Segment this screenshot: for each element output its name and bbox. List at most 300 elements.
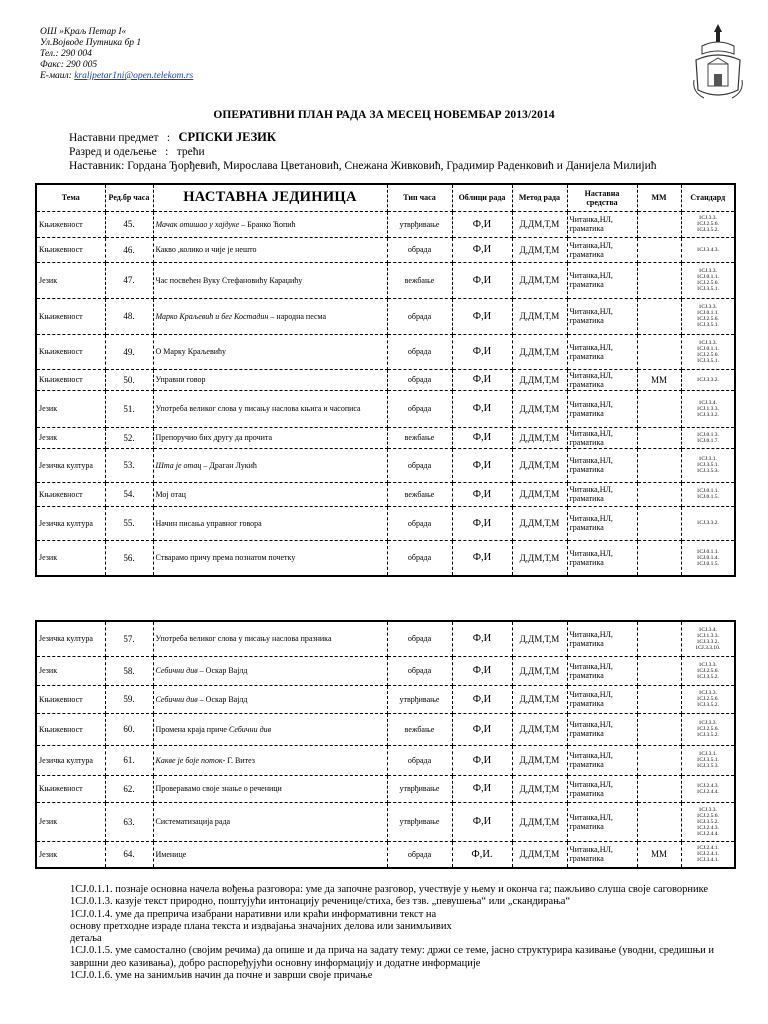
standard-code: 1СЈ.0.1.1. — [696, 548, 719, 555]
note-line: основу претходне израде плана текста и издвајања значајних делова или занимљивих — [70, 920, 452, 932]
cell-unit — [153, 713, 387, 745]
table-row — [36, 390, 735, 427]
cell-num: 52. — [105, 427, 153, 448]
cell-sredstva: Читанка,НЛ, граматика — [567, 390, 637, 427]
note-line: 1СЈ.0.1.6. уме на занимљив начин да почне и заврши своје причање — [70, 970, 373, 982]
cell-tema: Књижевност — [36, 334, 105, 369]
standard-code: 1СЈ.3.3.10. — [695, 644, 721, 651]
cell-metod: Д,ДМ,Т,М — [512, 448, 567, 482]
cell-tema: Језичка култура — [36, 448, 105, 482]
standard-code: 1СЈ.3.5.2. — [696, 673, 719, 680]
cell-oblici: Ф,И — [452, 448, 512, 482]
cell-mm — [637, 506, 681, 540]
standard-code: 1СЈ.3.3.2. — [696, 638, 719, 645]
cell-tema: Језичка култура — [36, 745, 105, 775]
cell-standard — [681, 621, 735, 656]
cell-tema: Књижевност — [36, 237, 105, 262]
cell-sredstva: Читанка,НЛ, граматика — [567, 621, 637, 656]
cell-unit — [153, 298, 387, 334]
cell-tip: обрада — [387, 334, 452, 369]
cell-metod: Д,ДМ,Т,М — [512, 506, 567, 540]
cell-metod: Д,ДМ,Т,М — [512, 369, 567, 390]
standard-code: 1СЈ.3.5.1. — [696, 357, 719, 364]
subject-line — [69, 130, 656, 145]
standard-code: 1СЈ.3.5.3. — [696, 468, 719, 474]
cell-sredstva: Читанка,НЛ, граматика — [567, 427, 637, 448]
header-oblici: Облици рада — [452, 184, 512, 211]
cell-tip: обрада — [387, 656, 452, 685]
cell-tip: обрада — [387, 621, 452, 656]
table-row — [36, 482, 735, 506]
cell-tip: обрада — [387, 448, 452, 482]
table-row — [36, 745, 735, 775]
cell-sredstva: Читанка,НЛ, граматика — [567, 369, 637, 390]
standard-code: 1СЈ.3.5.2. — [696, 732, 719, 738]
cell-metod: Д,ДМ,Т,М — [512, 390, 567, 427]
note-line: 1СЈ.0.1.1. познаје основна начела вођења разговора: уме да започне разговор, учествује у њему и оконча га; пажљиво слуша своје саговорнике — [70, 884, 709, 895]
note-line: 1СЈ.0.1.3. казује текст природно, поштујући интонацију реченице/стиха, без тзв. „певушења“ или „скандирања“ — [70, 896, 571, 908]
cell-standard — [681, 685, 735, 713]
table-row — [36, 334, 735, 369]
cell-oblici: Ф,И — [452, 775, 512, 802]
standard-code: 1СЈ.3.3.2. — [696, 520, 719, 526]
cell-tema: Књижевност — [36, 211, 105, 237]
cell-tip: вежбање — [387, 482, 452, 506]
standards-notes — [70, 884, 720, 982]
school-name: ОШ »Краљ Петар I« — [40, 27, 127, 37]
cell-metod: Д,ДМ,Т,М — [512, 237, 567, 262]
unit-text: Употреба великог слова у писању наслова празника — [155, 634, 332, 644]
page-title: ОПЕРАТИВНИ ПЛАН РАДА ЗА МЕСЕЦ НОВЕМБАР 2013/2014 — [213, 109, 555, 121]
cell-tema: Књижевност — [36, 369, 105, 390]
cell-mm — [637, 262, 681, 298]
header-mm: ММ — [637, 184, 681, 211]
cell-sredstva: Читанка,НЛ, граматика — [567, 775, 637, 802]
cell-standard — [681, 802, 735, 841]
cell-metod: Д,ДМ,Т,М — [512, 621, 567, 656]
cell-metod: Д,ДМ,Т,М — [512, 262, 567, 298]
cell-unit — [153, 334, 387, 369]
standard-code: 1СЈ.3.3. — [698, 304, 717, 310]
teachers-line — [69, 159, 656, 173]
standard-code: 1СЈ.3.3. — [698, 806, 717, 813]
cell-unit — [153, 656, 387, 685]
standard-code: 1СЈ.2.4.3. — [696, 782, 719, 789]
standard-code: 1СЈ.3.5.2. — [696, 702, 719, 708]
standard-code: 1СЈ.2.5.6. — [696, 351, 719, 358]
standard-code: 1СЈ.0.1.5. — [696, 560, 719, 567]
cell-unit — [153, 211, 387, 237]
cell-metod: Д,ДМ,Т,М — [512, 298, 567, 334]
standard-code: 1СЈ.3.3.2. — [696, 376, 719, 383]
cell-tip: утврђивање — [387, 802, 452, 841]
cell-num: 51. — [105, 390, 153, 427]
cell-standard — [681, 540, 735, 576]
cell-unit — [153, 482, 387, 506]
cell-unit — [153, 621, 387, 656]
cell-num: 47. — [105, 262, 153, 298]
table-row — [36, 656, 735, 685]
cell-unit — [153, 427, 387, 448]
cell-mm — [637, 775, 681, 802]
standard-code: 1СЈ.3.1. — [698, 751, 717, 757]
standard-code: 1СЈ.0.1.5. — [696, 494, 719, 500]
cell-num: 48. — [105, 298, 153, 334]
cell-standard — [681, 656, 735, 685]
standard-code: 1СЈ.3.3. — [698, 339, 717, 346]
cell-oblici: Ф,И — [452, 237, 512, 262]
cell-standard — [681, 390, 735, 427]
cell-mm — [637, 390, 681, 427]
standard-code: 1СЈ.2.5.6. — [696, 280, 719, 286]
cell-tip: обрада — [387, 745, 452, 775]
standard-code: 1СЈ.0.1.1. — [696, 345, 719, 352]
cell-sredstva: Читанка,НЛ, граматика — [567, 237, 637, 262]
cell-standard — [681, 427, 735, 448]
cell-metod: Д,ДМ,Т,М — [512, 802, 567, 841]
standard-code: 1СЈ.2.4.4. — [696, 830, 719, 837]
cell-standard — [681, 298, 735, 334]
cell-sredstva: Читанка,НЛ, граматика — [567, 262, 637, 298]
cell-mm: ММ — [637, 841, 681, 868]
cell-num: 59. — [105, 685, 153, 713]
unit-text: Проверавамо своје знање о реченици — [155, 784, 282, 793]
teachers-value: Гордана Ђорђевић, Мирослава Цветановић, Снежана Живковић, Градимир Раденковић и Данијела Милијић — [127, 160, 657, 172]
standard-code: 1СЈ.3.3.2. — [696, 411, 719, 418]
cell-tip: утврђивање — [387, 685, 452, 713]
cell-metod: Д,ДМ,Т,М — [512, 427, 567, 448]
cell-tema: Језик — [36, 262, 105, 298]
unit-text: Систематизација рада — [155, 817, 231, 826]
cell-metod: Д,ДМ,Т,М — [512, 775, 567, 802]
standard-code: 1СЈ.0.1.1. — [696, 310, 719, 316]
standard-code: 1СЈ.3.4.1. — [696, 857, 719, 864]
cell-sredstva: Читанка,НЛ, граматика — [567, 841, 637, 868]
standard-code: 1СЈ.3.5.1. — [696, 462, 719, 468]
cell-oblici: Ф,И — [452, 298, 512, 334]
cell-unit — [153, 745, 387, 775]
unit-text: Час посвећен Вуку Стефановићу Караџићу — [155, 275, 303, 285]
standard-code: 1СЈ.0.1.7. — [696, 437, 719, 444]
subject-label: Наставни предмет — [69, 132, 159, 144]
standard-code: 1СЈ.3.5.3. — [696, 763, 719, 769]
cell-oblici: Ф,И — [452, 685, 512, 713]
cell-unit — [153, 506, 387, 540]
unit-text: Управни говор — [155, 375, 206, 384]
school-info — [40, 27, 193, 82]
table-row — [36, 298, 735, 334]
note-line: 1СЈ.0.1.4. уме да препричa изабрани наративни или краћи информативни текст на — [70, 908, 437, 920]
cell-sredstva: Читанка,НЛ, граматика — [567, 506, 637, 540]
standard-code: 1СЈ.2.5.6. — [696, 696, 719, 702]
standard-code: 1СЈ.3.1. — [698, 456, 717, 462]
cell-tema: Језик — [36, 540, 105, 576]
table-row — [36, 713, 735, 745]
cell-metod: Д,ДМ,Т,М — [512, 211, 567, 237]
table-row — [36, 369, 735, 390]
standard-code: 1СЈ.2.4.1. — [696, 845, 719, 852]
cell-unit — [153, 802, 387, 841]
unit-title-italic: Себични див — [155, 666, 198, 675]
cell-num: 54. — [105, 482, 153, 506]
cell-tip: утврђивање — [387, 211, 452, 237]
subject-sep: : — [166, 132, 171, 144]
table-row — [36, 262, 735, 298]
standard-code: 1СЈ.2.4.4. — [696, 788, 719, 795]
cell-num: 64. — [105, 841, 153, 868]
unit-text: Именице — [155, 849, 187, 859]
school-logo — [688, 20, 748, 108]
cell-tip: обрада — [387, 390, 452, 427]
unit-title-italic: Себични див — [228, 724, 272, 734]
standard-code: 1СЈ.3.5.1. — [696, 322, 719, 328]
cell-num: 58. — [105, 656, 153, 685]
cell-mm — [637, 298, 681, 334]
table-row — [36, 621, 735, 656]
cell-tema: Језик — [36, 841, 105, 868]
unit-text: Стварамо причу према познатом почетку — [155, 553, 296, 563]
cell-mm — [637, 237, 681, 262]
cell-oblici: Ф,И — [452, 369, 512, 390]
cell-mm — [637, 745, 681, 775]
standard-code: 1СЈ.0.1.4. — [696, 554, 719, 561]
cell-mm — [637, 211, 681, 237]
standard-code: 1СЈ.2.4.1. — [696, 851, 719, 858]
cell-metod: Д,ДМ,Т,М — [512, 745, 567, 775]
cell-num: 49. — [105, 334, 153, 369]
cell-metod: Д,ДМ,Т,М — [512, 713, 567, 745]
table-row — [36, 540, 735, 576]
unit-text: Промена краја приче — [155, 724, 229, 734]
cell-tema: Књижевност — [36, 685, 105, 713]
cell-num: 57. — [105, 621, 153, 656]
unit-title-italic: Себични див — [155, 694, 198, 704]
email-link[interactable]: kraljpetar1ni@open.telekom.rs — [74, 71, 194, 81]
cell-unit — [153, 841, 387, 868]
cell-sredstva: Читанка,НЛ, граматика — [567, 482, 637, 506]
cell-metod: Д,ДМ,Т,М — [512, 334, 567, 369]
cell-sredstva: Читанка,НЛ, граматика — [567, 745, 637, 775]
cell-tema: Језик — [36, 802, 105, 841]
cell-metod: Д,ДМ,Т,М — [512, 685, 567, 713]
standard-code: 1СЈ.1.3.3. — [696, 405, 719, 412]
cell-mm — [637, 713, 681, 745]
cell-tip: обрада — [387, 540, 452, 576]
school-tel: Тел.: 290 004 — [40, 49, 92, 59]
cell-num: 55. — [105, 506, 153, 540]
cell-oblici: Ф,И — [452, 713, 512, 745]
cell-num: 46. — [105, 237, 153, 262]
unit-text: Какво ,колико и чије је нешто — [155, 245, 257, 254]
standard-code: 1СЈ.0.1.1. — [696, 274, 719, 280]
cell-oblici: Ф,И — [452, 427, 512, 448]
unit-text: Начин писања управног говора — [155, 518, 262, 528]
cell-mm — [637, 427, 681, 448]
cell-standard — [681, 745, 735, 775]
standard-code: 1СЈ.3.4.3. — [696, 246, 719, 253]
table-row — [36, 506, 735, 540]
cell-mm — [637, 334, 681, 369]
cell-standard — [681, 713, 735, 745]
table-row — [36, 427, 735, 448]
standard-code: 1СЈ.3.3. — [698, 690, 717, 696]
cell-num: 45. — [105, 211, 153, 237]
grade-sep: : — [165, 146, 169, 158]
cell-standard — [681, 211, 735, 237]
cell-num: 56. — [105, 540, 153, 576]
cell-standard — [681, 448, 735, 482]
cell-tip: обрада — [387, 237, 452, 262]
cell-tip: вежбање — [387, 262, 452, 298]
standard-code: 1СЈ.3.5.2. — [696, 227, 719, 233]
school-email-line — [40, 71, 193, 82]
cell-tema: Језичка култура — [36, 621, 105, 656]
cell-sredstva: Читанка,НЛ, граматика — [567, 656, 637, 685]
cell-oblici: Ф,И — [452, 262, 512, 298]
cell-metod: Д,ДМ,Т,М — [512, 841, 567, 868]
cell-oblici: Ф,И — [452, 334, 512, 369]
cell-unit — [153, 262, 387, 298]
standard-code: 1СЈ.2.4.3. — [696, 824, 719, 831]
cell-oblici: Ф,И — [452, 621, 512, 656]
cell-unit — [153, 775, 387, 802]
cell-num: 50. — [105, 369, 153, 390]
cell-mm — [637, 656, 681, 685]
cell-tema: Језичка култура — [36, 506, 105, 540]
cell-sredstva: Читанка,НЛ, граматика — [567, 211, 637, 237]
standard-code: 1СЈ.1.3.3. — [696, 632, 719, 639]
cell-oblici: Ф,И — [452, 506, 512, 540]
cell-sredstva: Читанка,НЛ, граматика — [567, 298, 637, 334]
cell-standard — [681, 369, 735, 390]
header-tip: Тип часа — [387, 184, 452, 211]
cell-unit — [153, 448, 387, 482]
cell-num: 62. — [105, 775, 153, 802]
standard-code: 1СЈ.3.3. — [698, 720, 717, 726]
standard-code: 1СЈ.2.5.6. — [696, 316, 719, 322]
cell-tip: обрада — [387, 841, 452, 868]
note-line: детаља — [70, 933, 102, 945]
unit-text: – Оскар Вајлд — [197, 666, 248, 675]
cell-metod: Д,ДМ,Т,М — [512, 540, 567, 576]
cell-tip: утврђивање — [387, 775, 452, 802]
cell-oblici: Ф,И — [452, 540, 512, 576]
cell-tema: Књижевност — [36, 298, 105, 334]
plan-table-2 — [35, 620, 736, 869]
standard-code: 1СЈ.3.5.1. — [696, 286, 719, 292]
subject-value: СРПСКИ ЈЕЗИК — [178, 130, 276, 144]
unit-text: – Бранко Ћопић — [239, 219, 296, 229]
cell-tema: Језик — [36, 656, 105, 685]
cell-unit — [153, 369, 387, 390]
cell-standard — [681, 506, 735, 540]
standard-code: 1СЈ.0.1.1. — [696, 488, 719, 494]
cell-num: 63. — [105, 802, 153, 841]
cell-unit — [153, 685, 387, 713]
cell-oblici: Ф,И — [452, 482, 512, 506]
teachers-label: Наставник: — [69, 160, 128, 172]
header-redbr: Ред.бр часа — [105, 184, 153, 211]
header-sredstva: Наставна средства — [567, 184, 637, 211]
cell-oblici: Ф,И. — [452, 841, 512, 868]
standard-code: 1СЈ.2.5.6. — [696, 221, 719, 227]
cell-num: 60. — [105, 713, 153, 745]
cell-metod: Д,ДМ,Т,М — [512, 482, 567, 506]
cell-metod: Д,ДМ,Т,М — [512, 656, 567, 685]
cell-tema: Књижевност — [36, 482, 105, 506]
cell-sredstva: Читанка,НЛ, граматика — [567, 334, 637, 369]
cell-oblici: Ф,И — [452, 802, 512, 841]
cell-mm — [637, 540, 681, 576]
cell-tip: обрада — [387, 506, 452, 540]
cell-oblici: Ф,И — [452, 745, 512, 775]
cell-oblici: Ф,И — [452, 211, 512, 237]
cell-unit — [153, 540, 387, 576]
cell-mm — [637, 685, 681, 713]
cell-unit — [153, 237, 387, 262]
table-row — [36, 237, 735, 262]
cell-oblici: Ф,И — [452, 656, 512, 685]
unit-title-italic: Мачак отишао у хајдуке — [155, 219, 240, 229]
cell-sredstva: Читанка,НЛ, граматика — [567, 448, 637, 482]
email-label: E-маил: — [40, 71, 75, 81]
cell-standard — [681, 841, 735, 868]
cell-tema: Књижевност — [36, 713, 105, 745]
unit-text: Употреба великог слова у писању наслова књига и часописа — [155, 404, 361, 413]
standard-code: 1СЈ.0.1.3. — [696, 431, 719, 438]
unit-title-italic: Какве је боје поток — [155, 755, 223, 765]
standard-code: 1СЈ.2.5.6. — [696, 812, 719, 819]
cell-standard — [681, 334, 735, 369]
header-tema: Тема — [36, 184, 105, 211]
cell-oblici: Ф,И — [452, 390, 512, 427]
grade-label: Разред и одељење — [69, 146, 157, 158]
cell-tip: обрада — [387, 298, 452, 334]
table-row — [36, 802, 735, 841]
cell-tip: вежбање — [387, 713, 452, 745]
cell-sredstva: Читанка,НЛ, граматика — [567, 685, 637, 713]
unit-text: О Марку Краљевићу — [155, 347, 227, 356]
school-fax: Факс: 290 005 — [40, 60, 98, 70]
cell-mm: ММ — [637, 369, 681, 390]
standard-code: 1СЈ.3.4. — [698, 399, 717, 406]
standard-code: 1СЈ.2.5.6. — [696, 667, 719, 674]
table-row — [36, 775, 735, 802]
cell-num: 61. — [105, 745, 153, 775]
note-line: 1СЈ.0.1.5. уме самостално (својим речима) да опише и да прича на задату тему: држи се теме, јасно структурира казивање (уводни, средишњи и завршни део казивања), добро распоређујући основну информацију и додатне информације — [70, 945, 715, 969]
cell-tema: Језик — [36, 427, 105, 448]
cell-sredstva: Читанка,НЛ, граматика — [567, 540, 637, 576]
unit-text: Препоручио бих другу да прочита — [155, 433, 273, 442]
unit-text: – Оскар Вајлд — [197, 694, 248, 704]
cell-sredstva: Читанка,НЛ, граматика — [567, 802, 637, 841]
cell-mm — [637, 482, 681, 506]
plan-meta — [69, 130, 656, 173]
standard-code: 1СЈ.3.4. — [698, 626, 717, 633]
cell-tip: обрада — [387, 369, 452, 390]
unit-text: Мој отац — [155, 489, 186, 499]
cell-tip: вежбање — [387, 427, 452, 448]
cell-standard — [681, 775, 735, 802]
header-metod: Метод рада — [512, 184, 567, 211]
table-row — [36, 211, 735, 237]
school-address: Ул.Војводе Путника бр 1 — [40, 38, 142, 48]
cell-mm — [637, 448, 681, 482]
grade-value: трећи — [176, 146, 205, 158]
grade-line — [69, 145, 656, 159]
cell-tema: Књижевност — [36, 775, 105, 802]
cell-standard — [681, 482, 735, 506]
